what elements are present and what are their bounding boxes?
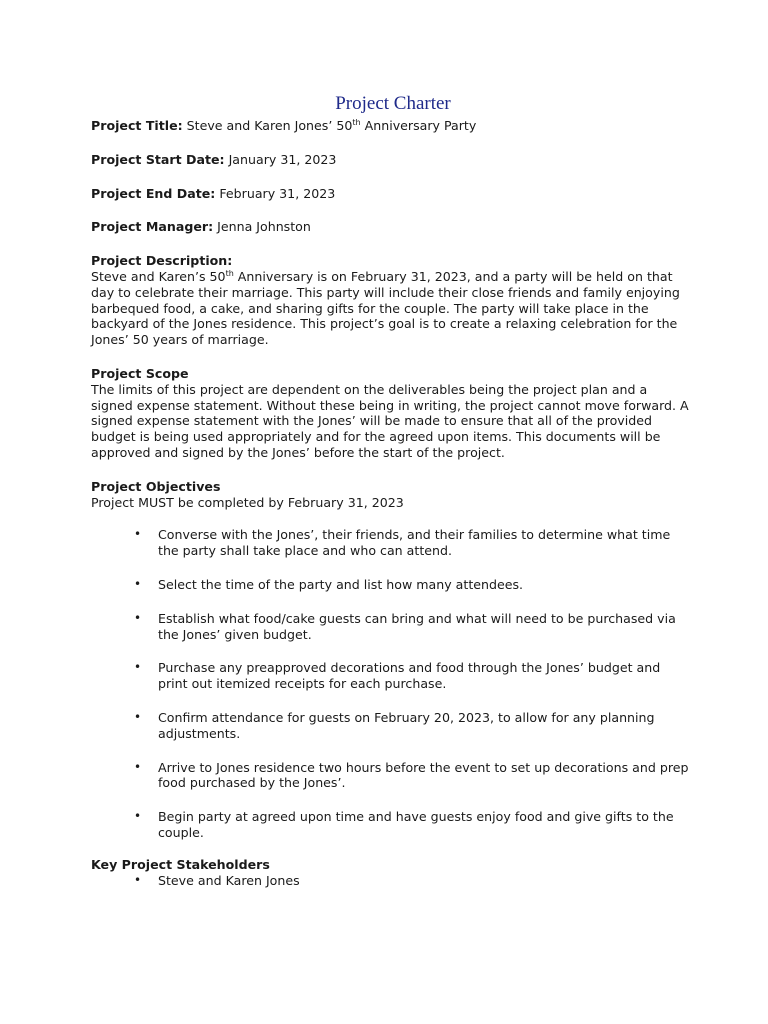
stakeholders-list [91, 873, 691, 889]
document-body [91, 92, 691, 888]
scope-section [91, 366, 691, 461]
page-title: Project Charter [335, 93, 451, 114]
bullet-icon: • [134, 660, 142, 675]
stakeholders-heading: Key Project Stakeholders [91, 856, 270, 872]
bullet-icon: • [134, 809, 142, 824]
bullet-icon: • [134, 576, 142, 591]
bullet-icon: • [134, 709, 142, 724]
objectives-intro: Project MUST be completed by February 31, 2023 [91, 494, 404, 510]
list-item: • Converse with the Jones’, their friends, and their families to determine what time the party shall take place and who can attend. [134, 527, 671, 559]
end-date-value: February 31, 2023 [219, 185, 336, 201]
bullet-icon: • [134, 527, 142, 542]
start-date-field [91, 152, 691, 168]
description-heading: Project Description: [91, 253, 233, 269]
list-item: • Begin party at agreed upon time and have guests enjoy food and give gifts to the couple. [134, 809, 674, 840]
objectives-section [91, 479, 691, 841]
list-item: • Steve and Karen Jones [134, 872, 300, 888]
project-title-field [91, 118, 691, 134]
scope-heading: Project Scope [91, 365, 189, 381]
objectives-list [91, 527, 691, 840]
project-title-label: Project Title: [91, 118, 183, 133]
objectives-heading: Project Objectives [91, 478, 221, 494]
manager-field [91, 219, 691, 235]
list-item: • Select the time of the party and list how many attendees. [134, 576, 524, 592]
description-text: Steve and Karen’s 50th Anniversary is on February 31, 2023, and a party will be held on that day to celebrate their marriage. This party will include their close friends and family enjoying barbequed food, a cake, and sharing gifts for the couple. The party will take place in the backyard of the Jones residence. This project’s goal is to create a relaxing celebration for the Jones’ 50 years of marriage. [91, 268, 680, 348]
manager-value: Jenna Johnston [217, 219, 311, 235]
list-item: • Purchase any preapproved decorations and food through the Jones’ budget and print out itemized receipts for each purchase. [134, 660, 661, 692]
end-date-label: Project End Date: [91, 185, 216, 201]
scope-text: The limits of this project are dependent on the deliverables being the project plan and a signed expense statement. Without these being in writing, the project cannot move forward. A signed expense statement with the Jones’ will be made to ensure that all of the provided budget is being used appropriately and for the agreed upon items. This documents will be approved and signed by the Jones’ before the start of the project. [91, 381, 689, 460]
list-item: • Establish what food/cake guests can bring and what will need to be purchased via the Jones’ given budget. [134, 610, 676, 642]
list-item: • Confirm attendance for guests on February 20, 2023, to allow for any planning adjustments. [134, 709, 655, 741]
end-date-field [91, 186, 691, 202]
description-section [91, 253, 691, 348]
list-item: • Arrive to Jones residence two hours before the event to set up decorations and prep food purchased by the Jones’. [134, 759, 689, 791]
manager-label: Project Manager: [91, 219, 214, 235]
start-date-value: January 31, 2023 [228, 151, 337, 167]
bullet-icon: • [134, 610, 142, 625]
bullet-icon: • [134, 759, 142, 774]
start-date-label: Project Start Date: [91, 151, 225, 167]
project-title-value: Steve and Karen Jones’ 50th Anniversary Party [186, 117, 477, 133]
stakeholders-section [91, 857, 691, 889]
bullet-icon: • [134, 872, 142, 887]
